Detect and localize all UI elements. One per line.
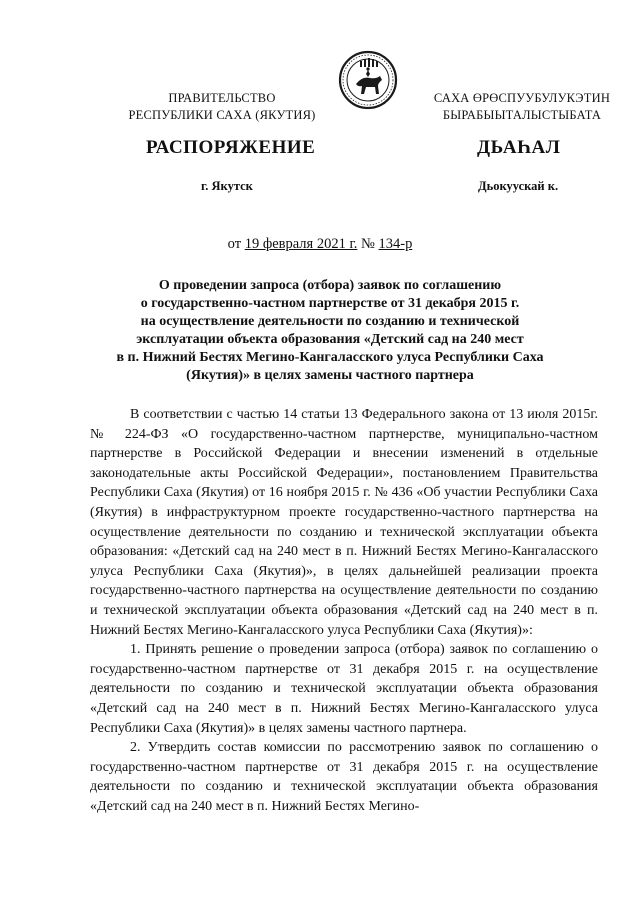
subject-line: на осуществление деятельности по созданию и технической (140, 314, 520, 329)
header-right-line2: БЫРАБЫЫТАЛЫСТЫБАТА (442, 108, 602, 122)
header-left (118, 90, 326, 124)
document-body (90, 405, 598, 816)
coat-of-arms-icon (338, 50, 398, 110)
dateline-prefix: от (227, 236, 245, 252)
document-number: 134-р (378, 236, 413, 252)
subject-line: (Якутия)» в целях замены частного партнера (186, 368, 474, 383)
header-right (422, 90, 622, 124)
dateline (0, 236, 640, 253)
header-left-line1: ПРАВИТЕЛЬСТВО (168, 91, 276, 105)
document-date: 19 февраля 2021 г. (244, 236, 358, 252)
subject-line: О проведении запроса (отбора) заявок по соглашению (158, 278, 502, 293)
body-item-2: 2. Утвердить состав комиссии по рассмотрению заявок по соглашению о государственно-частном партнерстве от 31 декабря 2015 г. на осуществление деятельности по созданию и технической эксплуатации объекта образования «Детский сад на 240 мест в п. Нижний Бестях Мегино- (90, 740, 598, 814)
body-preamble: В соответствии с частью 14 статьи 13 Федерального закона от 13 июля 2015г. № 224-ФЗ «О государственно-частном партнерстве, муниципально-частном партнерстве в Российской Федерации и внесении изменений в отдельные законодательные акты Российской Федерации», постановлением Правительства Республики Саха (Якутия) от 16 ноября 2015 г. № 436 «Об участии Республики Саха (Якутия) в инфраструктурном проекте государственно-частного партнерства на осуществление деятельности по созданию и технической эксплуатации объекта образования: «Детский сад на 240 мест в п. Нижний Бестях Мегино-Кангаласского улуса Республики Саха (Якутия)», в целях дальнейшей реализации проекта государственно-частного партнерства на осуществление деятельности по созданию и технической эксплуатации объекта образования «Детский сад на 240 мест в п. Нижний Бестях Мегино-Кангаласского улуса Республики Саха (Якутия)»: (90, 407, 598, 638)
header-right-line1: САХА ӨРӨСПУУБУЛУКЭТИН (433, 91, 611, 105)
document-title-ru: РАСПОРЯЖЕНИЕ (146, 137, 316, 158)
header-left-line2: РЕСПУБЛИКИ САХА (ЯКУТИЯ) (128, 108, 316, 122)
city-ru: г. Якутск (201, 179, 253, 193)
subject-line: в п. Нижний Бестях Мегино-Кангаласского улуса Республики Саха (116, 350, 544, 365)
subject-line: эксплуатации объекта образования «Детский сад на 240 мест (136, 332, 524, 347)
document-subject (95, 277, 565, 385)
city-sakha: Дьокуускай к. (478, 179, 559, 193)
subject-line: о государственно-частном партнерстве от 31 декабря 2015 г. (140, 296, 520, 311)
body-item-1: 1. Принять решение о проведении запроса (отбора) заявок по соглашению о государственно-частном партнерстве от 31 декабря 2015 г. на осуществление деятельности по созданию и технической эксплуатации объекта образования «Детский сад на 240 мест в п. Нижний Бестях Мегино-Кангаласского улуса Республики Саха (Якутия)» в целях замены частного партнера. (90, 642, 598, 736)
document-title-sakha: ДЬАҺАЛ (477, 137, 561, 158)
number-label: № (357, 236, 379, 252)
